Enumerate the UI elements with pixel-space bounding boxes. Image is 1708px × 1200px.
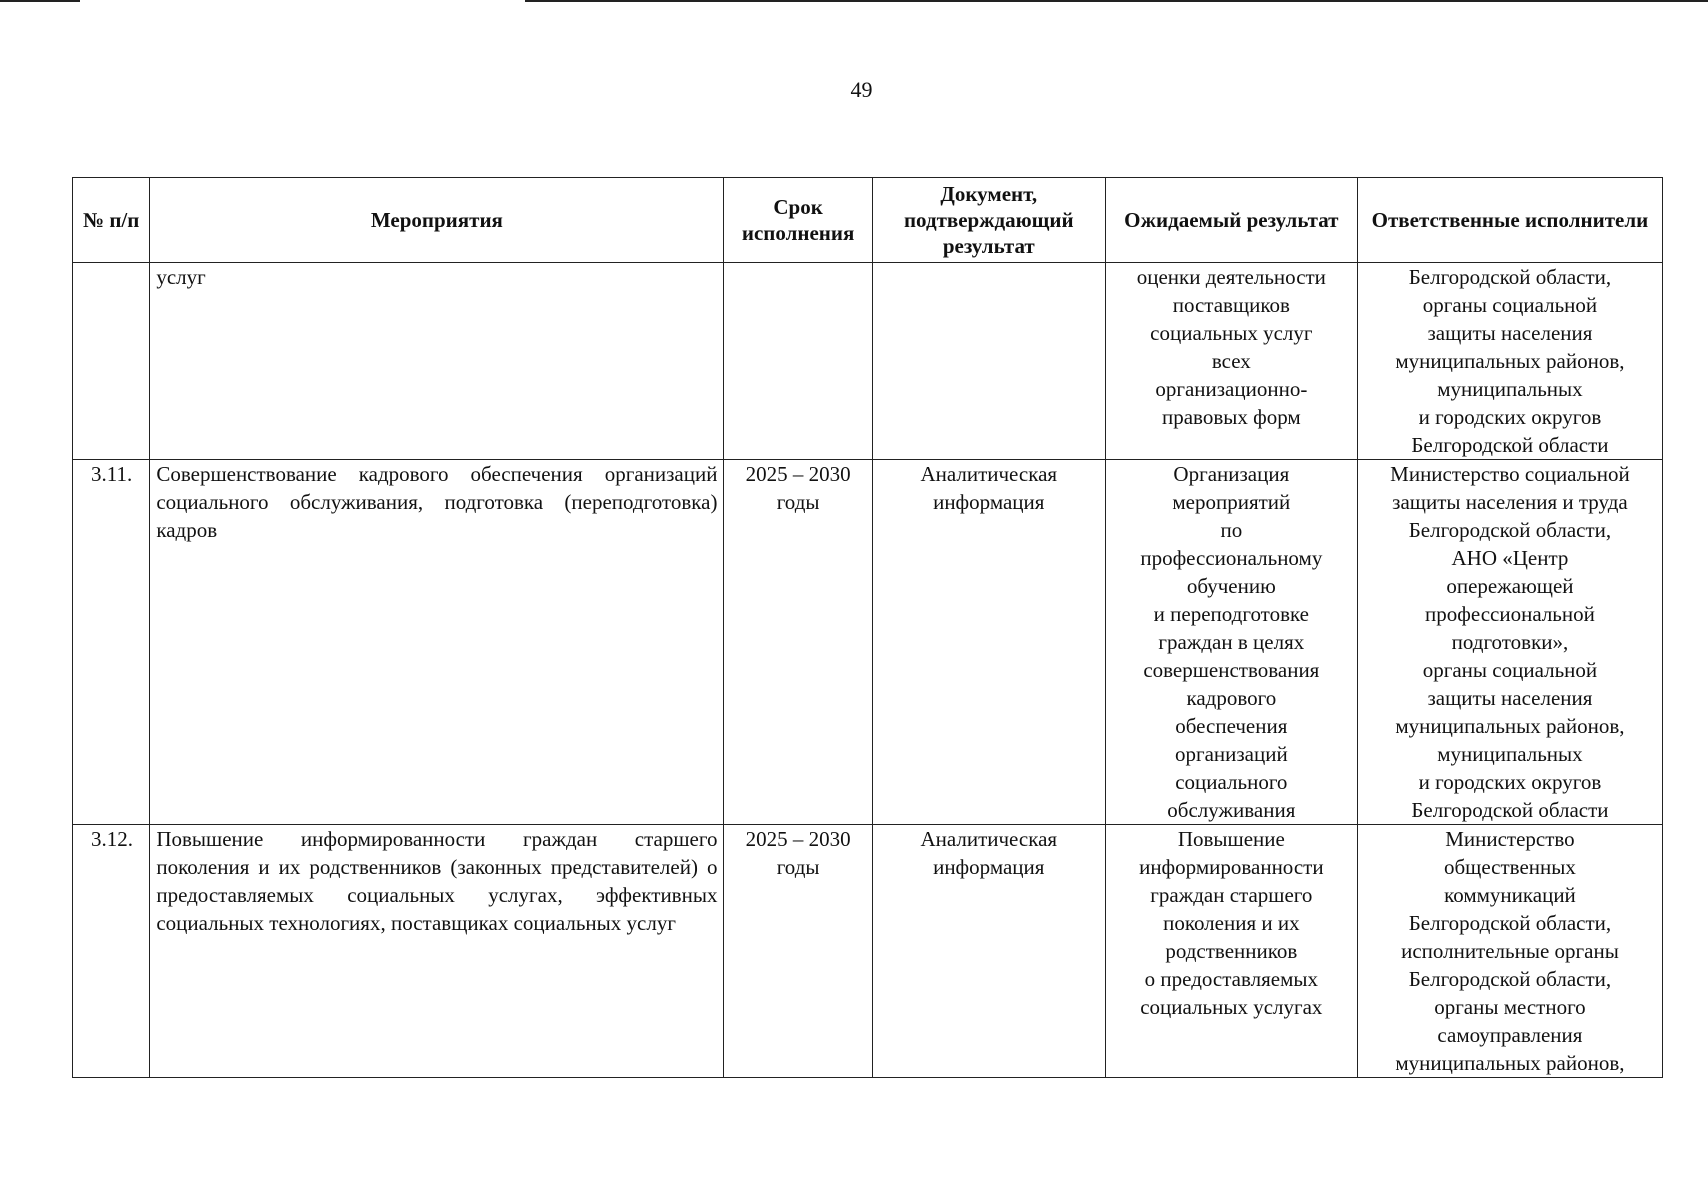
header-document: Документ, подтверждающий результат xyxy=(872,178,1105,263)
result-line: социальных услуг xyxy=(1150,321,1313,345)
result-line: граждан в целях xyxy=(1158,630,1305,654)
responsible-line: органы социальной xyxy=(1422,658,1598,682)
responsible-line: опережающей xyxy=(1446,574,1574,598)
row-number: 3.12. xyxy=(73,825,150,1078)
result-line: совершенствования xyxy=(1143,658,1320,682)
result-line: Повышение xyxy=(1177,827,1285,851)
row-event: услуг xyxy=(150,263,724,460)
row-term: 2025 – 2030 годы xyxy=(724,825,872,1078)
page-number: 49 xyxy=(850,77,873,102)
row-number: 3.11. xyxy=(73,460,150,825)
responsible-line: и городских округов xyxy=(1418,405,1602,429)
responsible-line: и городских округов xyxy=(1418,770,1602,794)
responsible-line: общественных xyxy=(1443,855,1576,879)
responsible-line: Белгородской области xyxy=(1411,798,1609,822)
scan-top-rule-right xyxy=(525,0,1708,2)
table-row xyxy=(73,263,1663,460)
result-line: организаций xyxy=(1174,742,1288,766)
result-line: обучению xyxy=(1186,574,1276,598)
row-term xyxy=(724,263,872,460)
responsible-line: муниципальных районов, xyxy=(1395,714,1625,738)
row-term: 2025 – 2030 годы xyxy=(724,460,872,825)
result-line: организационно- xyxy=(1155,377,1308,401)
responsible-line: муниципальных районов, xyxy=(1395,1051,1625,1075)
responsible-line: коммуникаций xyxy=(1444,883,1576,907)
responsible-line: Белгородской области, xyxy=(1408,518,1612,542)
header-responsible: Ответственные исполнители xyxy=(1357,178,1662,263)
responsible-line: органы местного xyxy=(1434,995,1586,1019)
row-event: Совершенствование кадрового обеспечения организаций социального обслуживания, подготовка (переподготовка) кадров xyxy=(150,460,724,825)
responsible-line: муниципальных районов, xyxy=(1395,349,1625,373)
table-row xyxy=(73,460,1663,825)
result-line: социальных услугах xyxy=(1140,995,1323,1019)
result-line: родственников xyxy=(1165,939,1298,963)
result-line: обслуживания xyxy=(1167,798,1296,822)
row-event: Повышение информированности граждан старшего поколения и их родственников (законных представителей) о предоставляемых социальных услугах, эффективных социальных технологиях, поставщиках социальных услуг xyxy=(150,825,724,1078)
responsible-line: Министерство социальной xyxy=(1390,462,1630,486)
result-line: оценки деятельности xyxy=(1136,265,1326,289)
responsible-line: органы социальной xyxy=(1422,293,1598,317)
result-line: социального xyxy=(1175,770,1288,794)
responsible-line: Белгородской области xyxy=(1411,433,1609,457)
responsible-line: защиты населения xyxy=(1427,321,1593,345)
responsible-line: Министерство xyxy=(1445,827,1575,851)
row-document xyxy=(872,263,1105,460)
header-num: № п/п xyxy=(73,178,150,263)
responsible-line: профессиональной xyxy=(1425,602,1595,626)
responsible-line: Белгородской области, xyxy=(1408,967,1612,991)
responsible-line: самоуправления xyxy=(1437,1023,1583,1047)
row-result xyxy=(1105,460,1357,825)
scan-top-rule-left xyxy=(0,0,80,2)
table-header-row xyxy=(73,178,1663,263)
result-line: мероприятий xyxy=(1172,490,1291,514)
result-line: кадрового xyxy=(1186,686,1277,710)
activities-table xyxy=(72,177,1663,1078)
result-line: правовых форм xyxy=(1161,405,1301,429)
row-result xyxy=(1105,263,1357,460)
row-responsible xyxy=(1357,825,1662,1078)
row-responsible xyxy=(1357,460,1662,825)
result-line: поставщиков xyxy=(1172,293,1290,317)
responsible-line: муниципальных xyxy=(1437,377,1583,401)
result-line: и переподготовке xyxy=(1153,602,1309,626)
result-line: профессиональному xyxy=(1140,546,1323,570)
responsible-line: АНО «Центр xyxy=(1451,546,1569,570)
result-line: по xyxy=(1220,518,1243,542)
header-result: Ожидаемый результат xyxy=(1105,178,1357,263)
header-term: Срок исполнения xyxy=(724,178,872,263)
responsible-line: исполнительные органы xyxy=(1401,939,1619,963)
responsible-line: Белгородской области, xyxy=(1408,265,1612,289)
row-number xyxy=(73,263,150,460)
row-responsible xyxy=(1357,263,1662,460)
result-line: информированности xyxy=(1139,855,1324,879)
result-line: всех xyxy=(1211,349,1251,373)
result-line: о предоставляемых xyxy=(1144,967,1318,991)
responsible-line: Белгородской области, xyxy=(1408,911,1612,935)
responsible-line: защиты населения и труда xyxy=(1392,490,1628,514)
row-document: Аналитическая информация xyxy=(872,460,1105,825)
responsible-line: муниципальных xyxy=(1437,742,1583,766)
table-row xyxy=(73,825,1663,1078)
row-document: Аналитическая информация xyxy=(872,825,1105,1078)
header-event: Мероприятия xyxy=(150,178,724,263)
responsible-line: защиты населения xyxy=(1427,686,1593,710)
result-line: обеспечения xyxy=(1175,714,1288,738)
row-result xyxy=(1105,825,1357,1078)
responsible-line: подготовки», xyxy=(1451,630,1569,654)
result-line: Организация xyxy=(1173,462,1290,486)
result-line: граждан старшего xyxy=(1150,883,1313,907)
result-line: поколения и их xyxy=(1163,911,1300,935)
